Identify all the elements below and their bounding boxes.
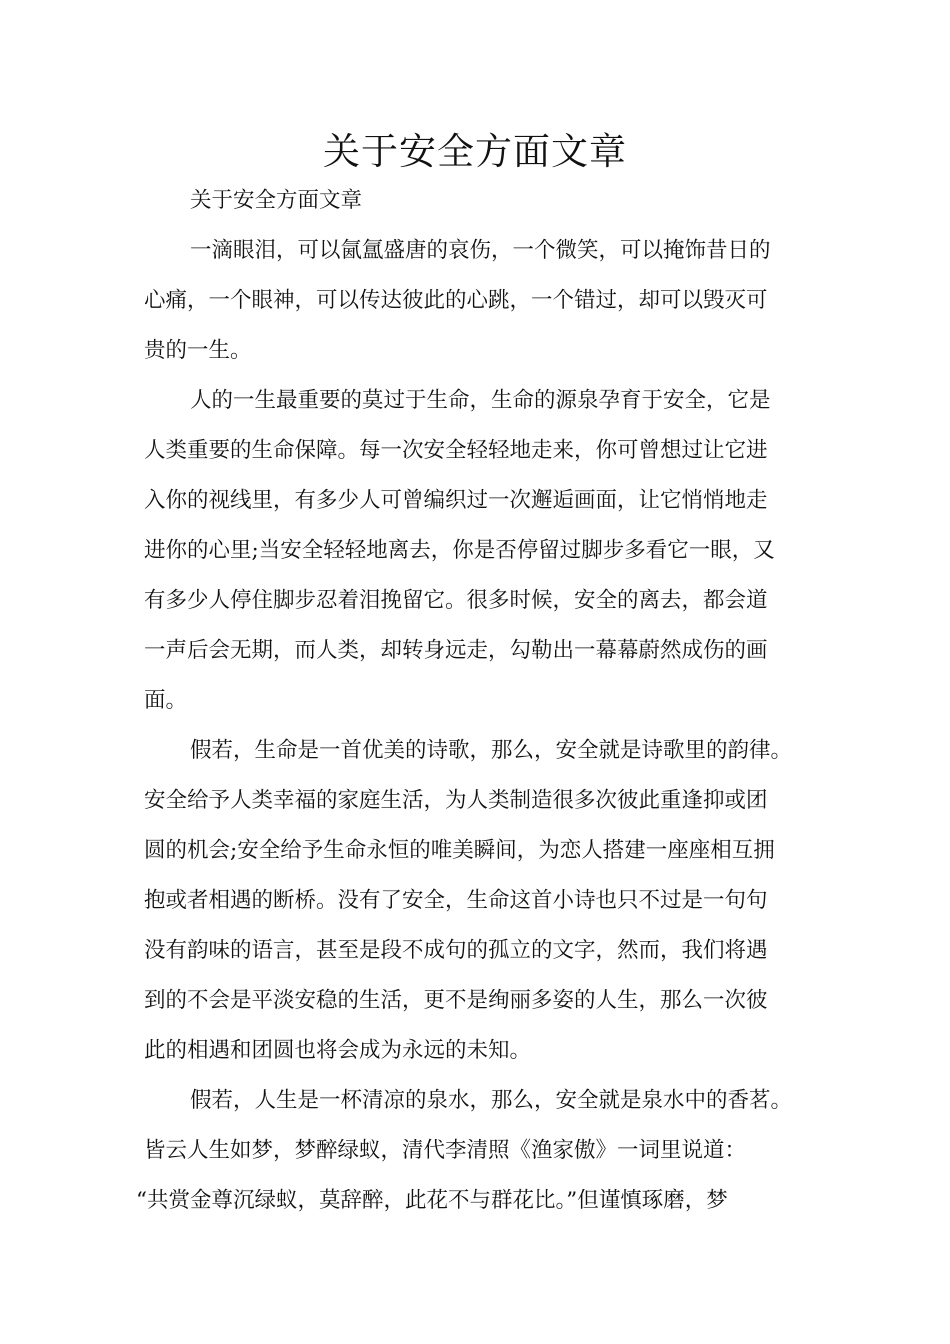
paragraph-2-line: 进你的心里;当安全轻轻地离去，你是否停留过脚步多看它一眼，又 bbox=[144, 538, 775, 563]
paragraph-3-line: 安全给予人类幸福的家庭生活，为人类制造很多次彼此重逢抑或团 bbox=[144, 788, 768, 813]
paragraph-2-line: 一声后会无期，而人类，却转身远走，勾勒出一幕幕蔚然成伤的画 bbox=[144, 638, 768, 663]
paragraph-3-line: 此的相遇和团圆也将会成为永远的未知。 bbox=[144, 1038, 532, 1063]
paragraph-3-line: 到的不会是平淡安稳的生活，更不是绚丽多姿的人生，那么一次彼 bbox=[144, 988, 768, 1013]
paragraph-1-line: 心痛，一个眼神，可以传达彼此的心跳，一个错过，却可以毁灭可 bbox=[144, 288, 768, 313]
paragraph-2-line: 人类重要的生命保障。每一次安全轻轻地走来，你可曾想过让它进 bbox=[144, 438, 768, 463]
paragraph-4-line: “共赏金尊沉绿蚁，莫辞醉，此花不与群花比。”但谨慎琢磨，梦 bbox=[136, 1188, 728, 1213]
paragraph-4-line: 皆云人生如梦，梦醉绿蚁，清代李清照《渔家傲》一词里说道： bbox=[144, 1138, 747, 1163]
paragraph-4-line: 假若，人生是一杯清凉的泉水，那么，安全就是泉水中的香茗。 bbox=[190, 1088, 793, 1113]
document-title: 关于安全方面文章 bbox=[323, 130, 627, 173]
paragraph-3-line: 假若，生命是一首优美的诗歌，那么，安全就是诗歌里的韵律。 bbox=[190, 738, 793, 763]
paragraph-2-line: 有多少人停住脚步忍着泪挽留它。很多时候，安全的离去，都会道 bbox=[144, 588, 768, 613]
paragraph-3-line: 抱或者相遇的断桥。没有了安全，生命这首小诗也只不过是一句句 bbox=[144, 888, 768, 913]
subtitle-line: 关于安全方面文章 bbox=[190, 188, 363, 213]
paragraph-2-line: 面。 bbox=[144, 688, 188, 713]
paragraph-1-line: 一滴眼泪，可以氤氲盛唐的哀伤，一个微笑，可以掩饰昔日的 bbox=[190, 238, 771, 263]
document-body bbox=[136, 176, 812, 1226]
paragraph-3-line: 圆的机会;安全给予生命永恒的唯美瞬间，为恋人搭建一座座相互拥 bbox=[144, 838, 775, 863]
paragraph-2-line: 人的一生最重要的莫过于生命，生命的源泉孕育于安全，它是 bbox=[190, 388, 771, 413]
paragraph-1-line: 贵的一生。 bbox=[144, 338, 252, 363]
paragraph-3-line: 没有韵味的语言，甚至是段不成句的孤立的文字，然而，我们将遇 bbox=[144, 938, 768, 963]
paragraph-2-line: 入你的视线里，有多少人可曾编织过一次邂逅画面，让它悄悄地走 bbox=[144, 488, 768, 513]
